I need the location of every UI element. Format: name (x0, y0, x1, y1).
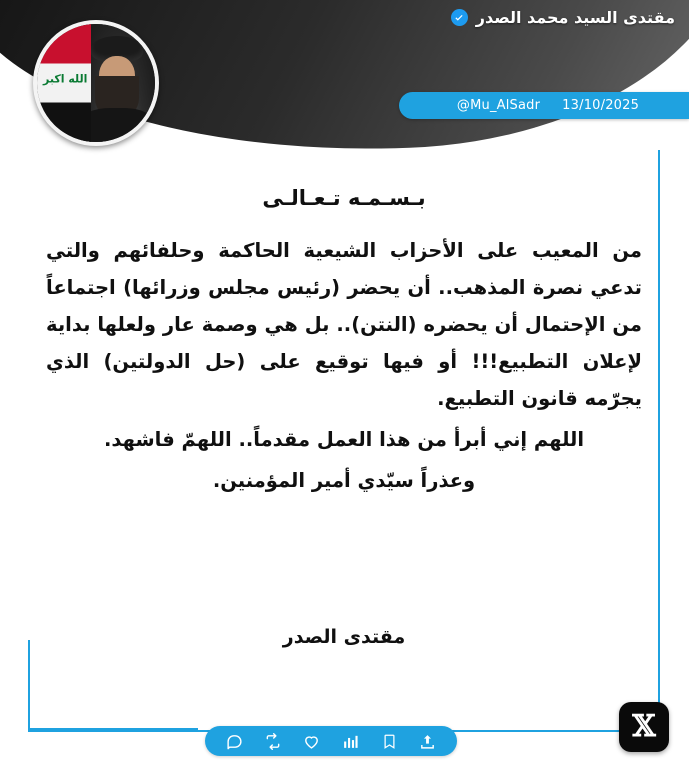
content-frame-bottom-edge (28, 728, 198, 730)
x-logo-icon[interactable] (619, 702, 669, 752)
post-paragraph: وعذراً سيّدي أمير المؤمنين. (212, 469, 476, 492)
analytics-icon[interactable] (340, 731, 360, 751)
account-handle[interactable]: @Mu_AlSadr (456, 98, 541, 113)
post-paragraph: من المعيب على الأحزاب الشيعية الحاكمة وحلفائهم والتي تدعي نصرة المذهب.. أن يحضر (رئيس مجلس وزرائها) اجتماعاً من الإحتمال أن يحضره (النتن).. بل هي وصمة عار ولعلها بداية لإعلان التطبيع!!! أو فيها توقيع على (حل الدولتين) الذي يجرّمه قانون التطبيع. (46, 239, 642, 410)
post-meta-pill (399, 92, 689, 119)
post-action-bar (205, 726, 457, 756)
post-paragraph: اللهم إني أبرأ من هذا العمل مقدماً.. اللهمّ فاشهد. (103, 428, 585, 451)
reply-icon[interactable] (224, 731, 244, 751)
avatar[interactable] (33, 20, 159, 146)
retweet-icon[interactable] (263, 731, 283, 751)
content-frame-left-edge (28, 640, 30, 730)
share-icon[interactable] (418, 731, 438, 751)
post-signature: مقتدى الصدر (282, 626, 406, 648)
post-bismillah: بـسـمـه تـعـالـى (262, 186, 426, 210)
post-date: 13/10/2025 (562, 98, 640, 113)
iraq-flag-icon (37, 24, 91, 142)
account-name: مقتدى السيد محمد الصدر (475, 8, 675, 27)
post-content (46, 186, 642, 648)
x-logo-glyph: 𝕏 (632, 709, 656, 744)
avatar-portrait (81, 24, 155, 142)
like-icon[interactable] (302, 731, 322, 751)
flag-takbir-text: الله اكبر (43, 72, 88, 86)
avatar-body (81, 108, 153, 142)
verified-badge-icon (451, 9, 468, 26)
account-header[interactable] (451, 8, 675, 27)
bookmark-icon[interactable] (379, 731, 399, 751)
